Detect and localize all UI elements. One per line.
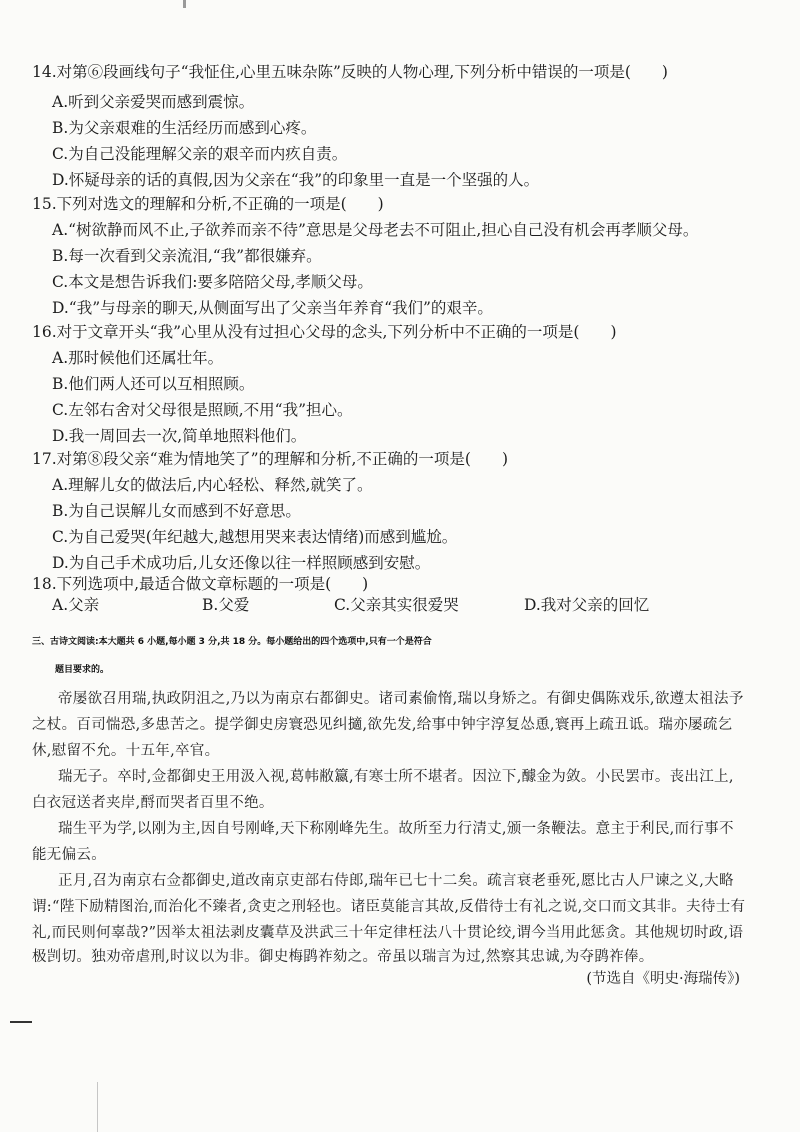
question-14-option-a: A.听到父亲爱哭而感到震惊。 — [52, 93, 255, 111]
question-18-option-c: C.父亲其实很爱哭 — [334, 596, 459, 614]
margin-dash — [10, 1021, 32, 1023]
question-17-option-a: A.理解儿女的做法后,内心轻松、释然,就笑了。 — [52, 476, 373, 494]
question-16-stem: 16.对于文章开头“我”心里从没有过担心父母的念头,下列分析中不正确的一项是( ) — [32, 323, 617, 341]
question-15-stem: 15.下列对选文的理解和分析,不正确的一项是( ) — [32, 195, 384, 213]
section-3-title: 三、古诗文阅读:本大题共 6 小题,每小题 3 分,共 18 分。每小题给出的四个选项中,只有一个是符合 — [32, 637, 432, 647]
question-16-option-d: D.我一周回去一次,简单地照料他们。 — [52, 427, 307, 445]
binding-rule — [97, 1082, 98, 1132]
question-18-option-d: D.我对父亲的回忆 — [524, 596, 650, 614]
question-15-option-a: A.“树欲静而风不止,子欲养而亲不待”意思是父母老去不可阻止,担心自己没有机会再孝顺父母。 — [52, 221, 699, 239]
classical-text-line: 正月,召为南京右佥都御史,道改南京吏部右侍郎,瑞年已七十二矣。疏言衰老垂死,愿比古人尸谏之义,大略 — [58, 873, 734, 889]
source-citation: (节选自《明史·海瑞传》) — [586, 971, 740, 987]
classical-text-line: 能无偏云。 — [32, 847, 106, 863]
scan-mark — [183, 0, 186, 8]
classical-text-line: 极剀切。独劝帝虐刑,时议以为非。御史梅鹍祚劾之。帝虽以瑞言为过,然察其忠诚,为夺鹍祚俸。 — [32, 949, 654, 965]
question-17-option-c: C.为自己爱哭(年纪越大,越想用哭来表达情绪)而感到尴尬。 — [52, 528, 458, 546]
question-16-option-c: C.左邻右舍对父母很是照顾,不用“我”担心。 — [52, 401, 353, 419]
question-14-option-c: C.为自己没能理解父亲的艰辛而内疚自责。 — [52, 145, 348, 163]
classical-text-line: 之杖。百司惴恐,多患苦之。提学御史房寰恐见纠擿,欲先发,给事中钟宇淳复怂恿,寰再上疏丑诋。瑞亦屡疏乞 — [32, 717, 733, 733]
classical-text-line: 礼,而民则何辜哉?”因举太祖法剥皮囊草及洪武三十年定律枉法八十贯论绞,谓今当用此惩贪。其他规切时政,语 — [32, 925, 744, 941]
question-18-option-b: B.父爱 — [202, 596, 250, 614]
question-18-stem: 18.下列选项中,最适合做文章标题的一项是( ) — [32, 575, 369, 593]
classical-text-line: 休,慰留不允。十五年,卒官。 — [32, 743, 220, 759]
classical-text-line: 白衣冠送者夹岸,酹而哭者百里不绝。 — [32, 795, 274, 811]
question-14-option-d: D.怀疑母亲的话的真假,因为父亲在“我”的印象里一直是一个坚强的人。 — [52, 171, 540, 189]
question-15-option-b: B.每一次看到父亲流泪,“我”都很嫌弃。 — [52, 247, 322, 265]
question-18-options — [52, 594, 782, 616]
question-15-option-c: C.本文是想告诉我们:要多陪陪父母,孝顺父母。 — [52, 273, 373, 291]
question-18-option-a: A.父亲 — [52, 596, 100, 614]
question-17-option-b: B.为自己误解儿女而感到不好意思。 — [52, 502, 301, 520]
question-16-option-b: B.他们两人还可以互相照顾。 — [52, 375, 255, 393]
question-15-option-d: D.“我”与母亲的聊天,从侧面写出了父亲当年养育“我们”的艰辛。 — [52, 299, 493, 317]
question-14-stem: 14.对第⑥段画线句子“我怔住,心里五味杂陈”反映的人物心理,下列分析中错误的一项是( ) — [32, 63, 668, 81]
classical-text-line: 瑞生平为学,以刚为主,因自号刚峰,天下称刚峰先生。故所至力行清丈,颁一条鞭法。意主于利民,而行事不 — [58, 821, 734, 837]
section-3-title-cont: 题目要求的。 — [55, 665, 110, 675]
classical-text-line: 瑞无子。卒时,佥都御史王用汲入视,葛帏敝籝,有寒士所不堪者。因泣下,醵金为敛。小民罢市。丧出江上, — [58, 769, 734, 785]
classical-text-line: 帝屡欲召用瑞,执政阴沮之,乃以为南京右都御史。诸司素偷惰,瑞以身矫之。有御史偶陈戏乐,欲遵太祖法予 — [58, 691, 744, 707]
question-16-option-a: A.那时候他们还属壮年。 — [52, 349, 224, 367]
classical-text-line: 谓:“陛下励精图治,而治化不臻者,贪吏之刑轻也。诸臣莫能言其故,反借待士有礼之说,交口而文其非。夫待士有 — [32, 899, 746, 915]
question-17-option-d: D.为自己手术成功后,儿女还像以往一样照顾感到安慰。 — [52, 554, 431, 572]
question-14-option-b: B.为父亲艰难的生活经历而感到心疼。 — [52, 119, 317, 137]
question-17-stem: 17.对第⑧段父亲“难为情地笑了”的理解和分析,不正确的一项是( ) — [32, 450, 509, 468]
